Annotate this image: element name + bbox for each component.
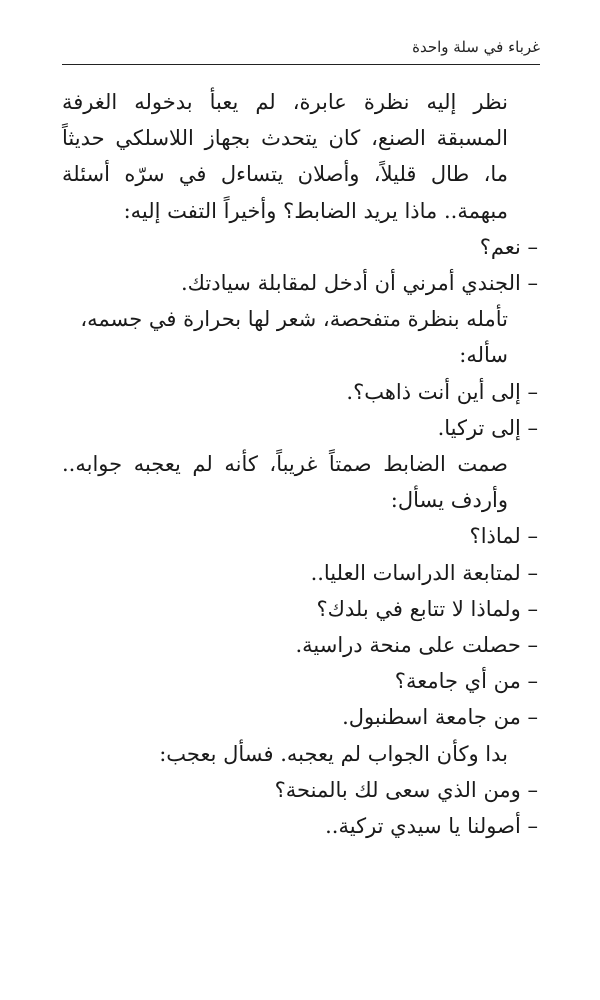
running-header: غرباء في سلة واحدة xyxy=(412,38,540,56)
dialogue-line: – لمتابعة الدراسات العليا.. xyxy=(310,560,538,585)
narration-line: تأمله بنظرة متفحصة، شعر لها بحرارة في جسمه، سأله: xyxy=(80,307,508,368)
dialogue-line: – من جامعة اسطنبول. xyxy=(342,705,538,730)
dialogue-line: – ومن الذي سعى لك بالمنحة؟ xyxy=(274,777,538,802)
dialogue-line: – لماذا؟ xyxy=(469,524,538,549)
paragraph: نظر إليه نظرة عابرة، لم يعبأ بدخوله الغرفة المسبقة الصنع، كان يتحدث بجهاز اللاسلكي حديثاً ما، طال قليلاً، وأصلان يتساءل في سرّه أسئلة مبهمة.. ماذا يريد الضابط؟ وأخيراً التفت إليه: xyxy=(62,90,508,223)
dialogue-line: – حصلت على منحة دراسية. xyxy=(295,633,538,658)
page-body xyxy=(62,84,538,844)
dialogue-line: – نعم؟ xyxy=(479,234,538,259)
dialogue-line: – إلى تركيا. xyxy=(437,415,538,440)
header-rule xyxy=(62,64,540,65)
dialogue-line: – ولماذا لا تتابع في بلدك؟ xyxy=(316,596,538,621)
dialogue-line: – أصولنا يا سيدي تركية.. xyxy=(325,814,538,839)
narration-line: بدا وكأن الجواب لم يعجبه. فسأل بعجب: xyxy=(159,741,508,766)
paragraph: صمت الضابط صمتاً غريباً، كأنه لم يعجبه جوابه.. وأردف يسأل: xyxy=(62,452,508,513)
dialogue-line: – من أي جامعة؟ xyxy=(394,669,538,694)
dialogue-line: – الجندي أمرني أن أدخل لمقابلة سيادتك. xyxy=(181,271,538,296)
dialogue-line: – إلى أين أنت ذاهب؟. xyxy=(346,379,538,404)
